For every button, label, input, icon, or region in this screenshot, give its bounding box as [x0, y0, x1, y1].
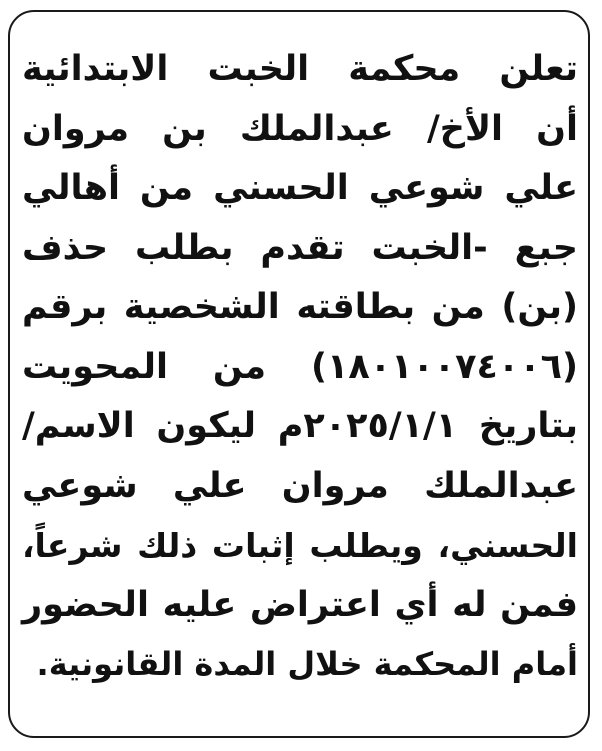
notice-line-6: (١٨٠١٠٠٧٤٠٠٦) من المحويت [22, 346, 578, 387]
notice-line-7: بتاريخ ٢٠٢٥/١/١م ليكون الاسم/ [22, 406, 578, 446]
notice-line-3: علي شوعي الحسني من أهالي [22, 168, 578, 208]
notice-line-9: الحسني، ويطلب إثبات ذلك شرعاً، [22, 526, 578, 565]
notice-line-2: أن الأخ/ عبدالملك بن مروان [22, 108, 578, 149]
notice-line-5: (بن) من بطاقته الشخصية برقم [22, 287, 578, 327]
notice-line-8: عبدالملك مروان علي شوعي [22, 465, 578, 506]
notice-line-11: أمام المحكمة خلال المدة القانونية. [36, 645, 578, 683]
notice-body [22, 40, 578, 695]
notice-line-4: جبع -الخبت تقدم بطلب حذف [22, 227, 578, 268]
notice-line-1: تعلن محكمة الخبت الابتدائية [22, 49, 578, 89]
notice-line-10: فمن له أي اعتراض عليه الحضور [22, 584, 578, 625]
